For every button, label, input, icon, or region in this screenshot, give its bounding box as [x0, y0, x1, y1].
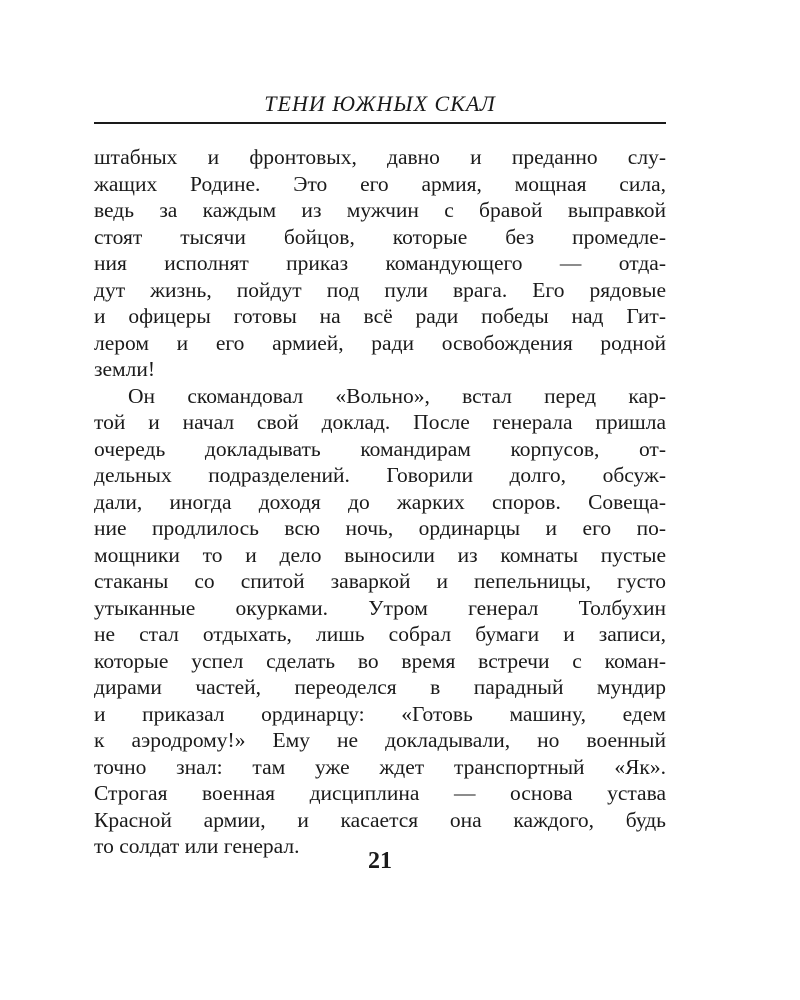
text-line: дирами частей, переоделся в парадный мундир [94, 675, 666, 699]
text-line: и приказал ординарцу: «Готовь машину, едем [94, 701, 666, 726]
text-line: очередь докладывать командирам корпусов, от- [94, 436, 666, 461]
text-line: то солдат или генерал. [94, 834, 300, 858]
page-number: 21 [368, 848, 392, 874]
text-line: Строгая военная дисциплина — основа устава [94, 781, 666, 805]
text-line: дут жизнь, пойдут под пули врага. Его рядовые [94, 277, 666, 302]
text-line: дельных подразделений. Говорили долго, обсуж- [94, 463, 666, 487]
running-head: ТЕНИ ЮЖНЫХ СКАЛ [264, 91, 496, 116]
paragraph-1 [94, 144, 666, 383]
text-line: ведь за каждым из мужчин с бравой выправкой [94, 198, 666, 222]
text-line: и офицеры готовы на всё ради победы над Гит- [94, 304, 666, 328]
text-line: штабных и фронтовых, давно и преданно слу- [94, 145, 666, 169]
text-line: не стал отдыхать, лишь собрал бумаги и записи, [94, 622, 666, 646]
text-line: ния исполнят приказ командующего — отда- [94, 251, 666, 275]
text-line: жащих Родине. Это его армия, мощная сила, [94, 171, 666, 196]
text-line: лером и его армией, ради освобождения родной [94, 330, 666, 355]
paragraph-2 [94, 383, 666, 860]
text-line: Он скомандовал «Вольно», встал перед кар- [128, 383, 666, 408]
text-line: стоят тысячи бойцов, которые без промедле- [94, 224, 666, 249]
text-line: земли! [94, 357, 156, 381]
text-line: той и начал свой доклад. После генерала пришла [94, 410, 666, 434]
text-line: утыканные окурками. Утром генерал Толбухин [94, 595, 666, 620]
text-line: к аэродрому!» Ему не докладывали, но военный [94, 728, 666, 752]
body-text [94, 144, 666, 860]
header-rule [94, 122, 666, 124]
text-line: ние продлилось всю ночь, ординарцы и его по- [94, 516, 666, 540]
text-line: Красной армии, и касается она каждого, будь [94, 807, 666, 832]
text-line: которые успел сделать во время встречи с коман- [94, 648, 666, 673]
text-line: дали, иногда доходя до жарких споров. Совеща- [94, 489, 666, 514]
text-line: точно знал: там уже ждет транспортный «Як». [94, 754, 666, 779]
text-line: мощники то и дело выносили из комнаты пустые [94, 542, 666, 567]
text-line: стаканы со спитой заваркой и пепельницы, густо [94, 569, 666, 593]
